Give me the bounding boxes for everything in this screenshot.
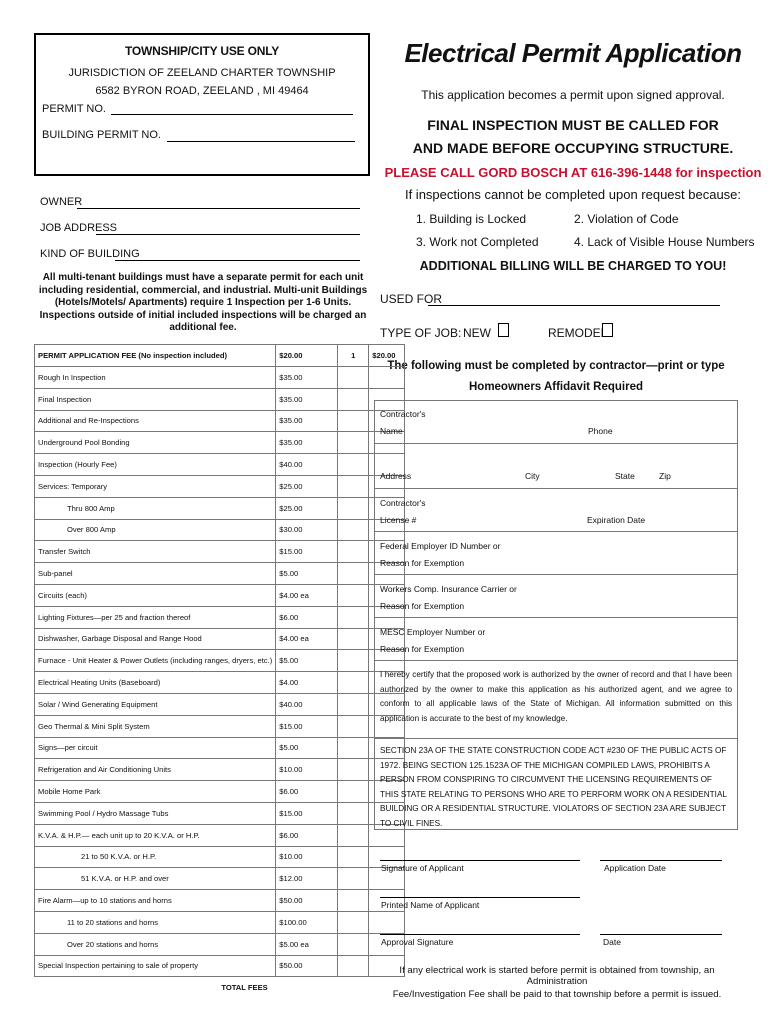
fee-price: $40.00	[276, 454, 338, 476]
license-label2: License #	[380, 515, 417, 525]
fee-row	[35, 737, 405, 759]
fee-row	[35, 432, 405, 454]
fee-price: $40.00	[276, 693, 338, 715]
owner-field[interactable]	[77, 208, 360, 209]
kind-of-building-label: KIND OF BUILDING	[40, 248, 140, 260]
fee-row	[35, 606, 405, 628]
fee-quantity[interactable]	[338, 672, 369, 694]
final-inspection-line1: FINAL INSPECTION MUST BE CALLED FOR	[427, 117, 719, 133]
fee-row	[35, 933, 405, 955]
approval-signature-line[interactable]	[380, 934, 580, 935]
fee-item: Underground Pool Bonding	[35, 432, 276, 454]
fee-quantity[interactable]	[338, 759, 369, 781]
fee-row	[35, 388, 405, 410]
fee-quantity[interactable]	[338, 497, 369, 519]
fee-quantity[interactable]	[338, 628, 369, 650]
fee-row	[35, 824, 405, 846]
new-label: NEW	[463, 326, 491, 340]
fee-row	[35, 890, 405, 912]
mesc-label1: MESC Employer Number or	[380, 627, 486, 637]
fee-item: Signs—per circuit	[35, 737, 276, 759]
contractor-instructions: The following must be completed by contractor—print or type	[387, 360, 725, 372]
expiration-date-label: Expiration Date	[587, 515, 646, 525]
fee-price: $30.00	[276, 519, 338, 541]
fee-row	[35, 563, 405, 585]
contractor-info-box	[374, 400, 738, 830]
fee-row	[35, 868, 405, 890]
fee-price: $10.00	[276, 759, 338, 781]
used-for-field[interactable]	[428, 305, 720, 306]
fee-quantity[interactable]	[338, 802, 369, 824]
page-title: Electrical Permit Application	[404, 38, 742, 68]
fee-price: $35.00	[276, 410, 338, 432]
billing-notice: ADDITIONAL BILLING WILL BE CHARGED TO YOU!	[419, 259, 727, 273]
permit-no-field[interactable]	[111, 114, 353, 115]
fee-header-row	[35, 345, 405, 367]
permit-no-label: PERMIT NO.	[42, 103, 106, 115]
total-fees-spacer	[338, 977, 369, 999]
fee-quantity[interactable]	[338, 606, 369, 628]
used-for-label: USED FOR	[380, 292, 443, 306]
fee-price: $35.00	[276, 432, 338, 454]
reason-2: 2. Violation of Code	[574, 212, 679, 226]
date-line[interactable]	[600, 934, 722, 935]
township-use-box	[34, 33, 370, 176]
building-permit-field[interactable]	[167, 141, 355, 142]
zip-label: Zip	[659, 471, 671, 481]
signature-applicant-line[interactable]	[380, 860, 580, 861]
fee-quantity[interactable]	[338, 541, 369, 563]
fee-item: 51 K.V.A. or H.P. and over	[35, 868, 276, 890]
fee-row	[35, 519, 405, 541]
fee-item: Final Inspection	[35, 388, 276, 410]
certification-text: I hereby certify that the proposed work is authorized by the owner of record and that I have been authorized by the owner to make this application as his authorized agent, and we agree to conform to all applicable laws of the State of Michigan. All information submitted on this application is accurate to the best of my knowledge.	[380, 670, 732, 723]
fee-item: Rough In Inspection	[35, 367, 276, 389]
fee-price: $4.00 ea	[276, 628, 338, 650]
township-title: TOWNSHIP/CITY USE ONLY	[124, 44, 280, 58]
fee-total[interactable]: $20.00	[369, 345, 405, 367]
fee-item: Mobile Home Park	[35, 781, 276, 803]
job-address-label: JOB ADDRESS	[40, 222, 118, 234]
fee-total[interactable]	[369, 911, 405, 933]
fee-row	[35, 475, 405, 497]
fee-quantity[interactable]	[338, 846, 369, 868]
fee-item: Refrigeration and Air Conditioning Units	[35, 759, 276, 781]
fee-price: $15.00	[276, 802, 338, 824]
state-label: State	[615, 471, 635, 481]
footer-line2: Fee/Investigation Fee shall be paid to that township before a permit is issued.	[392, 989, 722, 1000]
fee-row	[35, 454, 405, 476]
fee-item: Services: Temporary	[35, 475, 276, 497]
fee-quantity[interactable]	[338, 410, 369, 432]
final-inspection-line2: AND MADE BEFORE OCCUPYING STRUCTURE.	[412, 140, 734, 156]
fee-price: $50.00	[276, 955, 338, 977]
fee-table	[34, 344, 405, 999]
fee-row	[35, 781, 405, 803]
new-checkbox[interactable]	[498, 323, 509, 337]
fee-item: Transfer Switch	[35, 541, 276, 563]
printed-name-label: Printed Name of Applicant	[381, 900, 480, 910]
fee-price: $4.00 ea	[276, 584, 338, 606]
fee-item: Circuits (each)	[35, 584, 276, 606]
fee-quantity[interactable]	[338, 868, 369, 890]
fee-quantity[interactable]	[338, 781, 369, 803]
fee-price: $25.00	[276, 475, 338, 497]
fee-row	[35, 497, 405, 519]
fee-item: Electrical Heating Units (Baseboard)	[35, 672, 276, 694]
certification-row	[375, 661, 737, 739]
fee-item: Furnace - Unit Heater & Power Outlets (including ranges, dryers, etc.)	[35, 650, 276, 672]
fee-row	[35, 759, 405, 781]
fee-row	[35, 584, 405, 606]
fee-item: Over 20 stations and horns	[35, 933, 276, 955]
fee-quantity[interactable]	[338, 454, 369, 476]
section-23a-text: SECTION 23A OF THE STATE CONSTRUCTION CODE ACT #230 OF THE PUBLIC ACTS OF 1972. BEING SECTION 125.1523A OF THE MICHIGAN COMPILED LAWS, PROHIBITS A PERSON FROM CONSPIRING TO CIRCUMVENT THE LICENSING REQUIREMENTS OF THIS STATE RELATING TO PERSONS WHO ARE TO PERFORM WORK ON A RESIDENTIAL BUILDING OR A RESIDENTIAL STRUCTURE. VIOLATORS OF SECTION 23A ARE SUBJECT TO CIVIL FINES.	[380, 746, 727, 828]
section-23a-row	[375, 739, 737, 831]
fein-row[interactable]	[375, 532, 737, 575]
fee-price: $35.00	[276, 367, 338, 389]
mesc-row[interactable]	[375, 618, 737, 661]
fee-quantity[interactable]: 1	[338, 345, 369, 367]
fee-price: $5.00	[276, 563, 338, 585]
fee-item: Dishwasher, Garbage Disposal and Range Hood	[35, 628, 276, 650]
printed-name-line[interactable]	[380, 897, 580, 898]
kind-of-building-field[interactable]	[115, 260, 360, 261]
fee-row	[35, 672, 405, 694]
fee-row	[35, 541, 405, 563]
fee-price: $20.00	[276, 345, 338, 367]
fee-price: $25.00	[276, 497, 338, 519]
contractor-name-row[interactable]	[375, 401, 737, 444]
owner-label: OWNER	[40, 196, 83, 208]
signature-applicant-label: Signature of Applicant	[381, 863, 464, 873]
fee-price: $6.00	[276, 824, 338, 846]
fee-item: K.V.A. & H.P.— each unit up to 20 K.V.A. or H.P.	[35, 824, 276, 846]
jurisdiction-text: JURISDICTION OF ZEELAND CHARTER TOWNSHIP	[68, 67, 336, 79]
multi-tenant-notice: All multi-tenant buildings must have a separate permit for each unit including residential, commercial, and industrial. Multi-unit Buildings (Hotels/Motels/ Apartments) require 1 Inspection per 1-6 Units. Inspections outside of initial included inspections will be charged an additional fee.	[38, 272, 368, 333]
license-row[interactable]	[375, 489, 737, 532]
footer-line1: If any electrical work is started before permit is obtained from township, an Administration	[399, 965, 715, 987]
total-fees-spacer	[276, 977, 338, 999]
fee-quantity[interactable]	[338, 715, 369, 737]
city-label: City	[525, 471, 540, 481]
call-inspector-line: PLEASE CALL GORD BOSCH AT 616-396-1448 for inspection	[384, 165, 762, 180]
subtitle: This application becomes a permit upon signed approval.	[421, 88, 725, 102]
fein-label2: Reason for Exemption	[380, 558, 465, 568]
fee-price: $100.00	[276, 911, 338, 933]
fee-price: $10.00	[276, 846, 338, 868]
fee-price: $6.00	[276, 606, 338, 628]
township-address: 6582 BYRON ROAD, ZEELAND , MI 49464	[95, 85, 309, 97]
fee-price: $50.00	[276, 890, 338, 912]
fee-quantity[interactable]	[338, 475, 369, 497]
building-permit-label: BUILDING PERMIT NO.	[42, 129, 161, 141]
fee-quantity[interactable]	[338, 824, 369, 846]
fee-price: $6.00	[276, 781, 338, 803]
reason-4: 4. Lack of Visible House Numbers	[574, 235, 755, 249]
phone-label: Phone	[588, 426, 613, 436]
fee-price: $35.00	[276, 388, 338, 410]
homeowners-affidavit: Homeowners Affidavit Required	[468, 381, 644, 393]
fee-quantity[interactable]	[338, 432, 369, 454]
fee-item: Thru 800 Amp	[35, 497, 276, 519]
fee-price: $5.00 ea	[276, 933, 338, 955]
fee-price: $4.00	[276, 672, 338, 694]
fee-item: 11 to 20 stations and horns	[35, 911, 276, 933]
workers-label1: Workers Comp. Insurance Carrier or	[380, 584, 517, 594]
mesc-label2: Reason for Exemption	[380, 644, 465, 654]
fee-row	[35, 846, 405, 868]
fee-row	[35, 628, 405, 650]
fee-total[interactable]	[369, 367, 405, 389]
fee-row	[35, 693, 405, 715]
fee-item: 21 to 50 K.V.A. or H.P.	[35, 846, 276, 868]
date-label: Date	[603, 937, 621, 947]
total-fees-label: TOTAL FEES	[221, 983, 268, 993]
fee-item: Fire Alarm—up to 10 stations and horns	[35, 890, 276, 912]
address-row[interactable]	[375, 444, 737, 489]
fee-quantity[interactable]	[338, 388, 369, 410]
if-inspections-line: If inspections cannot be completed upon request because:	[404, 187, 742, 202]
fee-row	[35, 802, 405, 824]
approval-signature-label: Approval Signature	[381, 937, 454, 947]
fee-row	[35, 650, 405, 672]
fee-price: $5.00	[276, 737, 338, 759]
fee-quantity[interactable]	[338, 563, 369, 585]
fee-row	[35, 955, 405, 977]
fee-price: $5.00	[276, 650, 338, 672]
fee-quantity[interactable]	[338, 367, 369, 389]
application-date-line[interactable]	[600, 860, 722, 861]
job-address-field[interactable]	[96, 234, 360, 235]
fee-quantity[interactable]	[338, 584, 369, 606]
fee-item: Geo Thermal & Mini Split System	[35, 715, 276, 737]
fee-quantity[interactable]	[338, 911, 369, 933]
fee-quantity[interactable]	[338, 933, 369, 955]
license-label1: Contractor's	[380, 498, 426, 508]
fee-price: $15.00	[276, 715, 338, 737]
fee-price: $12.00	[276, 868, 338, 890]
fee-quantity[interactable]	[338, 519, 369, 541]
fee-quantity[interactable]	[338, 693, 369, 715]
fee-row	[35, 715, 405, 737]
remodel-checkbox[interactable]	[602, 323, 613, 337]
fee-price: $15.00	[276, 541, 338, 563]
fee-item: Additional and Re-Inspections	[35, 410, 276, 432]
fee-item: Sub-panel	[35, 563, 276, 585]
fee-quantity[interactable]	[338, 890, 369, 912]
fee-row	[35, 410, 405, 432]
application-date-label: Application Date	[604, 863, 666, 873]
fee-item: Lighting Fixtures—per 25 and fraction thereof	[35, 606, 276, 628]
fee-item: Solar / Wind Generating Equipment	[35, 693, 276, 715]
type-of-job-label: TYPE OF JOB:	[380, 326, 462, 340]
fee-quantity[interactable]	[338, 650, 369, 672]
fee-quantity[interactable]	[338, 737, 369, 759]
reason-3: 3. Work not Completed	[416, 235, 539, 249]
fee-row	[35, 911, 405, 933]
address-label: Address	[380, 471, 412, 481]
fein-label1: Federal Employer ID Number or	[380, 541, 501, 551]
fee-row	[35, 367, 405, 389]
contractor-name-label2: Name	[380, 426, 403, 436]
fee-item: Swimming Pool / Hydro Massage Tubs	[35, 802, 276, 824]
workers-comp-row[interactable]	[375, 575, 737, 618]
reason-1: 1. Building is Locked	[416, 212, 527, 226]
contractor-name-label1: Contractor's	[380, 409, 426, 419]
fee-item: Inspection (Hourly Fee)	[35, 454, 276, 476]
total-fees-row	[35, 977, 405, 999]
fee-item: PERMIT APPLICATION FEE (No inspection included)	[35, 345, 276, 367]
fee-quantity[interactable]	[338, 955, 369, 977]
remodel-label: REMODEL	[548, 326, 608, 340]
workers-label2: Reason for Exemption	[380, 601, 465, 611]
fee-item: Over 800 Amp	[35, 519, 276, 541]
fee-item: Special Inspection pertaining to sale of property	[35, 955, 276, 977]
